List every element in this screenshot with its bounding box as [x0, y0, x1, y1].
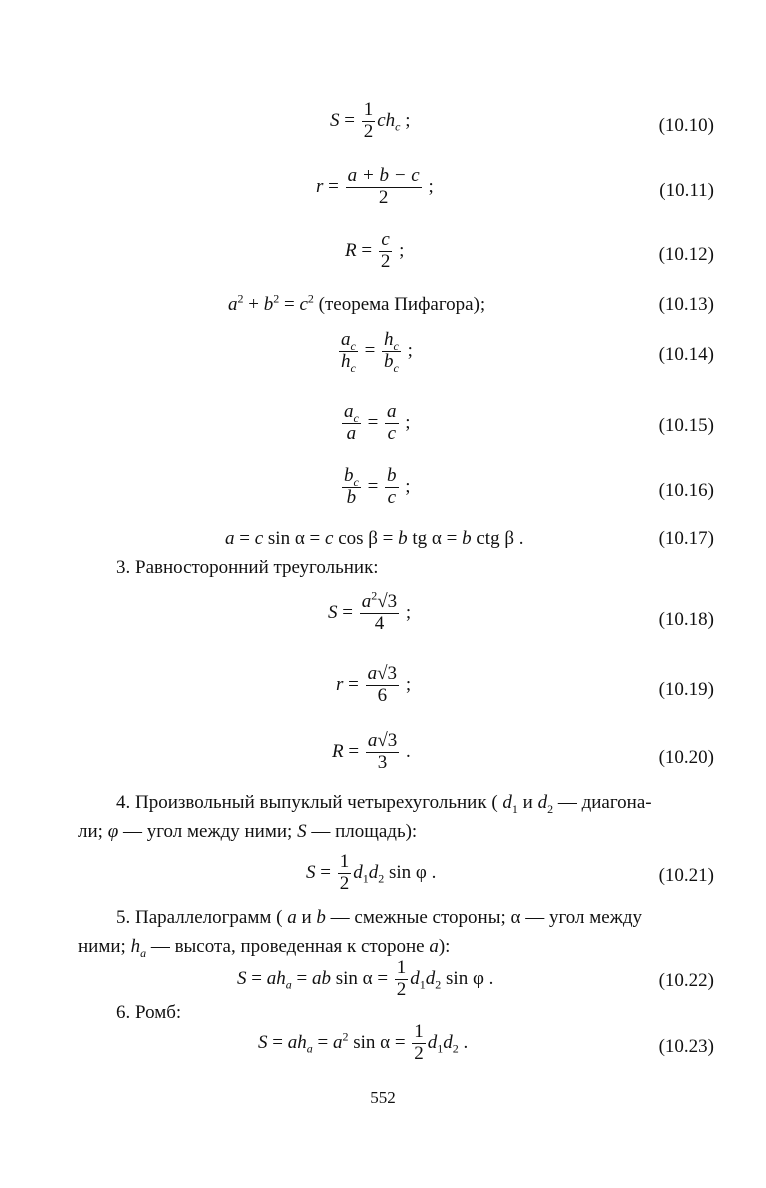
text-run: и — [301, 907, 312, 928]
section-rhombus: 6. Ромб: — [116, 1002, 182, 1023]
formula-10-11: r = $\frac{a + b - c}{2}$ ; — [316, 165, 434, 208]
equation-number: (10.10) — [658, 115, 714, 136]
equation-number: (10.12) — [658, 244, 714, 265]
formula-10-23: $S = ah_a = a^2$ sin α = $\frac{1}{2}$ $d_1d_2$ . — [258, 1021, 469, 1064]
formula-10-16: $\frac{b_c}{b}$ = $\frac{b}{c}$ ; — [344, 465, 411, 508]
text-run: — диагона- — [557, 792, 652, 813]
formula-10-19: r = $\frac{a√3}{6}$ ; — [336, 663, 412, 706]
formula-10-21: S = $\frac{1}{2}$ $d_1d_2$ sin φ . — [306, 851, 437, 894]
section-equilateral-triangle: 3. Равносторонний треугольник: — [116, 557, 379, 578]
page-number: 552 — [370, 1088, 396, 1107]
paragraph-parallelogram: 5. Параллелограмм ( a и b — смежные стороны; α — угол между ними; $h_a$ — высота, проведенная к стороне a): — [78, 907, 643, 960]
pythagoras-note: (теорема Пифагора); — [318, 294, 486, 315]
equation-number: (10.11) — [659, 180, 714, 201]
text-run: — высота, проведенная к стороне — [150, 936, 425, 957]
text-run: — угол между — [525, 907, 643, 928]
equation-number: (10.23) — [658, 1036, 714, 1057]
formula-10-18: S = $\frac{a^2√3}{4}$ ; — [328, 588, 412, 634]
equation-number: (10.19) — [658, 679, 714, 700]
paragraph-quadrilateral: 4. Произвольный выпуклый четырехугольник ( $d_1$ и $d_2$ — диагона- ли; φ — угол между ними; S — площадь): — [78, 792, 652, 842]
formula-10-17: a = c sin α = c cos β = b tg α = b ctg β . — [225, 528, 524, 549]
formula-10-12: R = $\frac{c}{2}$ ; — [345, 229, 405, 272]
formula-10-22: $S = ah_a$ = ab sin α = $\frac{1}{2}$ $d_1d_2$ sin φ . — [237, 957, 494, 1000]
text-run: — смежные стороны; — [330, 907, 506, 928]
formula-10-13: $a^2 + b^2 = c^2$ (теорема Пифагора); — [228, 291, 486, 315]
equation-number: (10.17) — [658, 528, 714, 549]
text-run: — площадь): — [311, 821, 418, 842]
formula-10-20: R = $\frac{a√3}{3}$ . — [332, 730, 411, 773]
text-run: и — [522, 792, 533, 813]
formula-10-15: $\frac{a_c}{a}$ = $\frac{a}{c}$ ; — [344, 401, 411, 444]
text-run: ): — [438, 936, 451, 957]
equation-number: (10.16) — [658, 480, 714, 501]
formula-10-10: S = $\frac{1}{2}$ $ch_c$ ; — [330, 99, 411, 142]
formula-10-14: $\frac{a_c}{h_c}$ = $\frac{h_c}{b_c}$ ; — [341, 329, 413, 375]
text-run: — угол между ними; — [122, 821, 293, 842]
equation-number: (10.18) — [658, 609, 714, 630]
equation-number: (10.14) — [658, 344, 714, 365]
text-run: ними; — [78, 936, 126, 957]
equation-number: (10.13) — [658, 294, 714, 315]
equation-number: (10.21) — [658, 865, 714, 886]
equation-number: (10.20) — [658, 747, 714, 768]
equation-number: (10.15) — [658, 415, 714, 436]
text-run: 4. Произвольный выпуклый четырехугольник ( — [116, 792, 498, 813]
text-run: ли; — [78, 821, 103, 842]
text-run: 5. Параллелограмм ( — [116, 907, 283, 928]
equation-number: (10.22) — [658, 970, 714, 991]
